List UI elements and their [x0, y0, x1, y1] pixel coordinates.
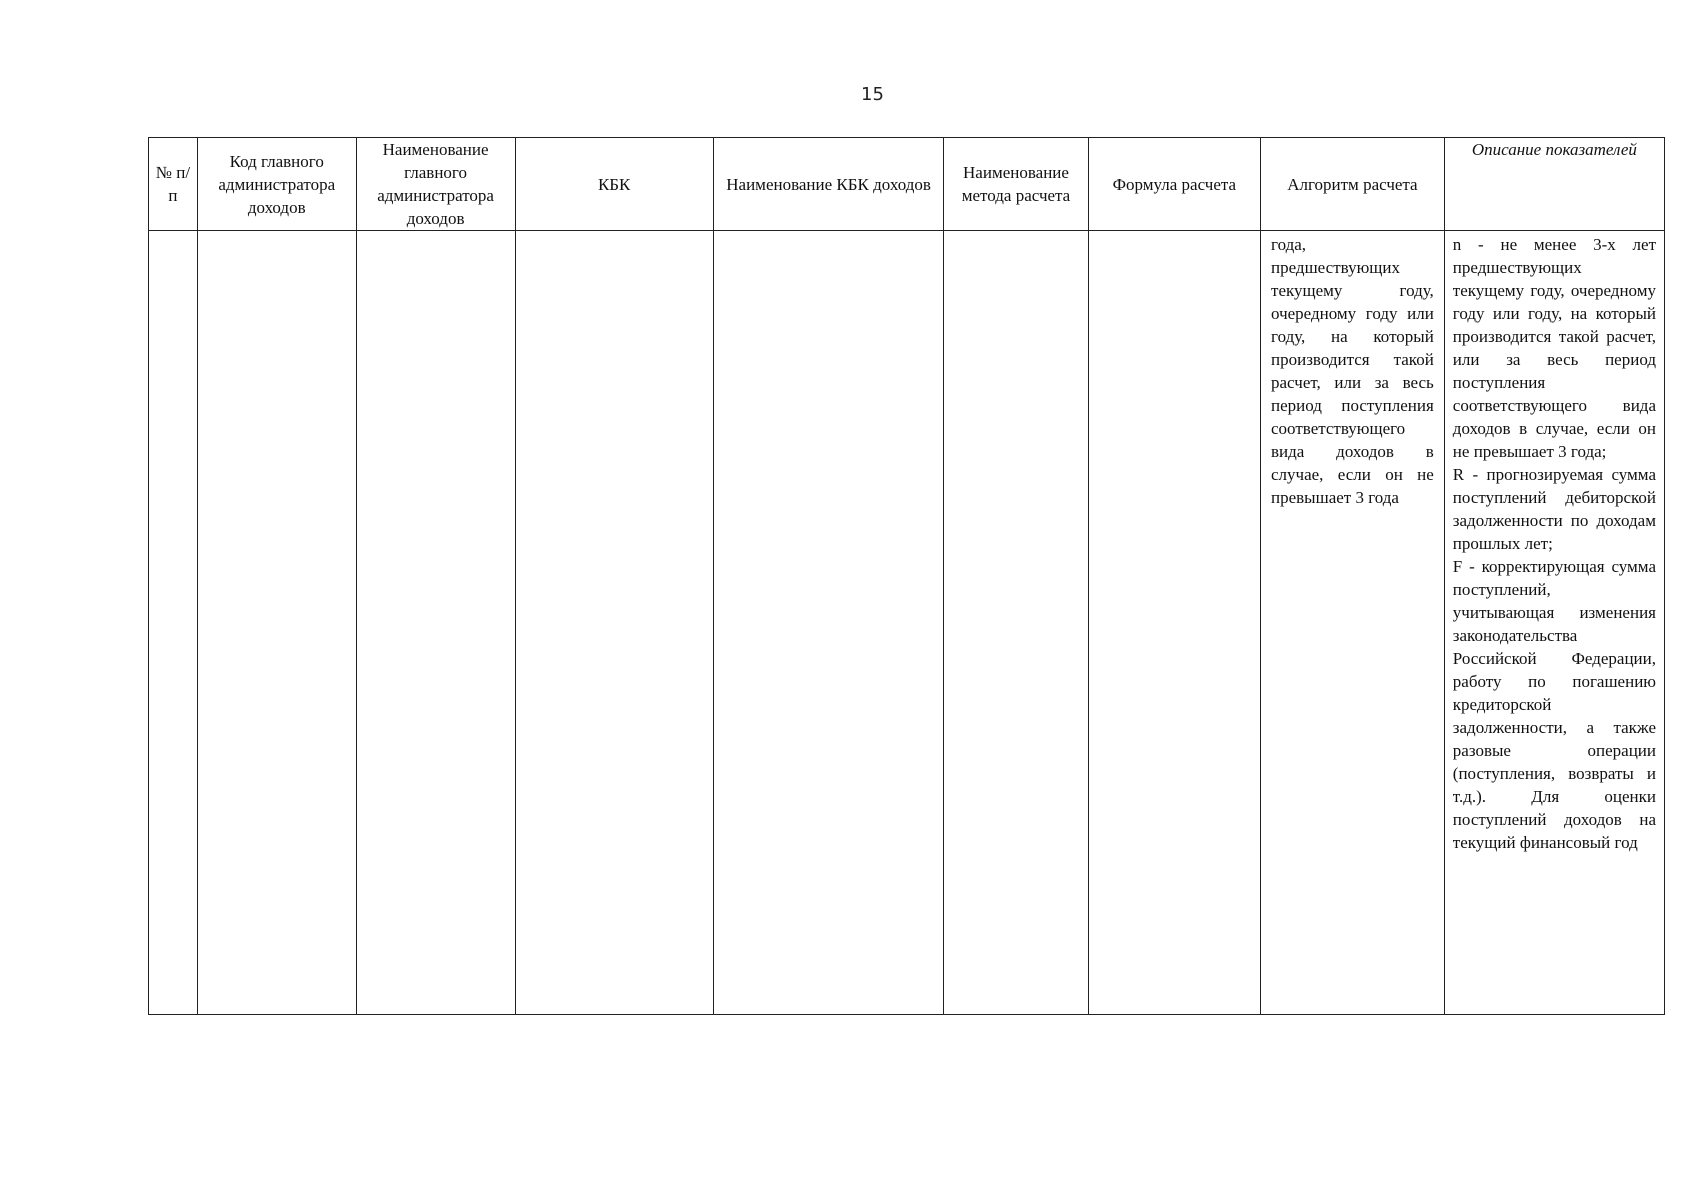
header-admin-code: Код главного администратора доходов: [197, 138, 356, 231]
description-line-r: R - прогнозируемая сумма поступлений дебиторской задолженности по доходам прошлых лет;: [1452, 465, 1656, 553]
description-line-n: n - не менее 3-х лет предшествующих текущему году, очередному году или году, на который производится такой расчет, или за весь период поступления соответствующего вида доходов в случае, если он не превышает 3 года;: [1452, 235, 1656, 461]
algorithm-text: года, предшествующих текущему году, очередному году или году, на который производится такой расчет, или за весь период поступления соответствующего вида доходов в случае, если он не превышает 3 года: [1271, 235, 1434, 507]
cell-kbk: [515, 231, 713, 1015]
cell-admin-name: [356, 231, 515, 1015]
table-row: [149, 231, 1665, 1015]
cell-row-number: [149, 231, 198, 1015]
page-number: 15: [861, 84, 884, 105]
header-algorithm: Алгоритм расчета: [1261, 138, 1445, 231]
cell-method-name: [944, 231, 1088, 1015]
header-method-name: Наименование метода расчета: [944, 138, 1088, 231]
header-kbk: КБК: [515, 138, 713, 231]
header-admin-name: Наименование главного администратора доходов: [356, 138, 515, 231]
header-kbk-name: Наименование КБК доходов: [713, 138, 944, 231]
cell-formula: [1088, 231, 1260, 1015]
cell-admin-code: [197, 231, 356, 1015]
header-formula: Формула расчета: [1088, 138, 1260, 231]
cell-algorithm: [1261, 231, 1445, 1015]
description-text: [1445, 231, 1664, 854]
revenue-forecast-table: [148, 137, 1665, 1015]
cell-description: [1444, 231, 1664, 1015]
header-row-number: № п/п: [149, 138, 198, 231]
header-description: Описание показателей: [1444, 138, 1664, 231]
table-header-row: [149, 138, 1665, 231]
cell-kbk-name: [713, 231, 944, 1015]
description-line-f: F - корректирующая сумма поступлений, учитывающая изменения законодательства Российской Федерации, работу по погашению кредиторской задолженности, а также разовые операции (поступления, возвраты и т.д.). Для оценки поступлений доходов на текущий финансовый год: [1452, 557, 1656, 852]
